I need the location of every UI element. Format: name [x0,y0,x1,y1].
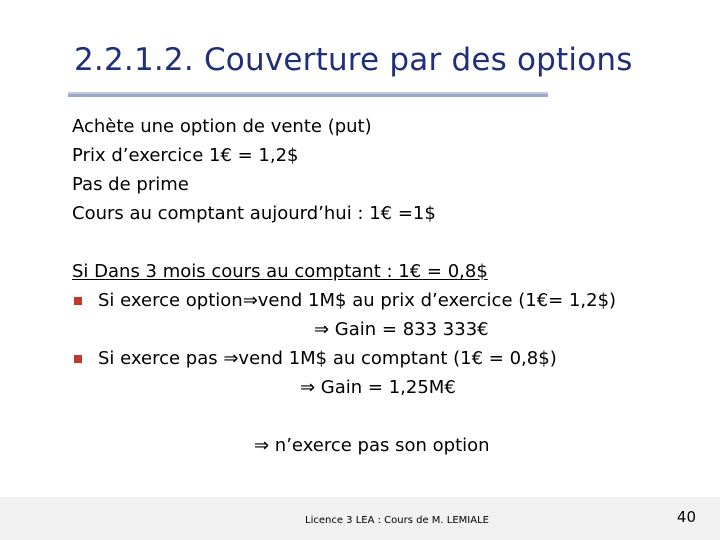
square-bullet-icon [74,297,82,305]
page-number: 40 [676,508,696,526]
bullet-text-no-exercise: Si exerce pas ⇒vend 1M$ au comptant (1€ = 0,8$) [98,348,557,369]
intro-line-spot: Cours au comptant aujourd’hui : 1€ =1$ [72,203,436,224]
footer-credit: Licence 3 LEA : Cours de M. LEMIALE [305,515,489,526]
conclusion: ⇒ n’exerce pas son option [254,435,490,456]
slide-body [72,112,616,460]
scenario-heading: Si Dans 3 mois cours au comptant : 1€ = 0,8$ [72,261,488,282]
square-bullet-icon [74,355,82,363]
bullet-text-exercise: Si exerce option⇒vend 1M$ au prix d’exercice (1€= 1,2$) [98,290,617,311]
spacer [72,228,616,257]
slide-title: 2.2.1.2. Couverture par des options [74,42,633,78]
result-exercise: ⇒ Gain = 833 333€ [314,319,489,340]
intro-line-strike: Prix d’exercice 1€ = 1,2$ [72,145,299,166]
bullet-item-exercise [72,286,616,315]
title-underline [68,94,548,97]
intro-line-premium: Pas de prime [72,174,189,195]
intro-line-put: Achète une option de vente (put) [72,116,372,137]
bullet-item-no-exercise [72,344,616,373]
result-no-exercise: ⇒ Gain = 1,25M€ [300,377,456,398]
spacer [72,402,616,431]
